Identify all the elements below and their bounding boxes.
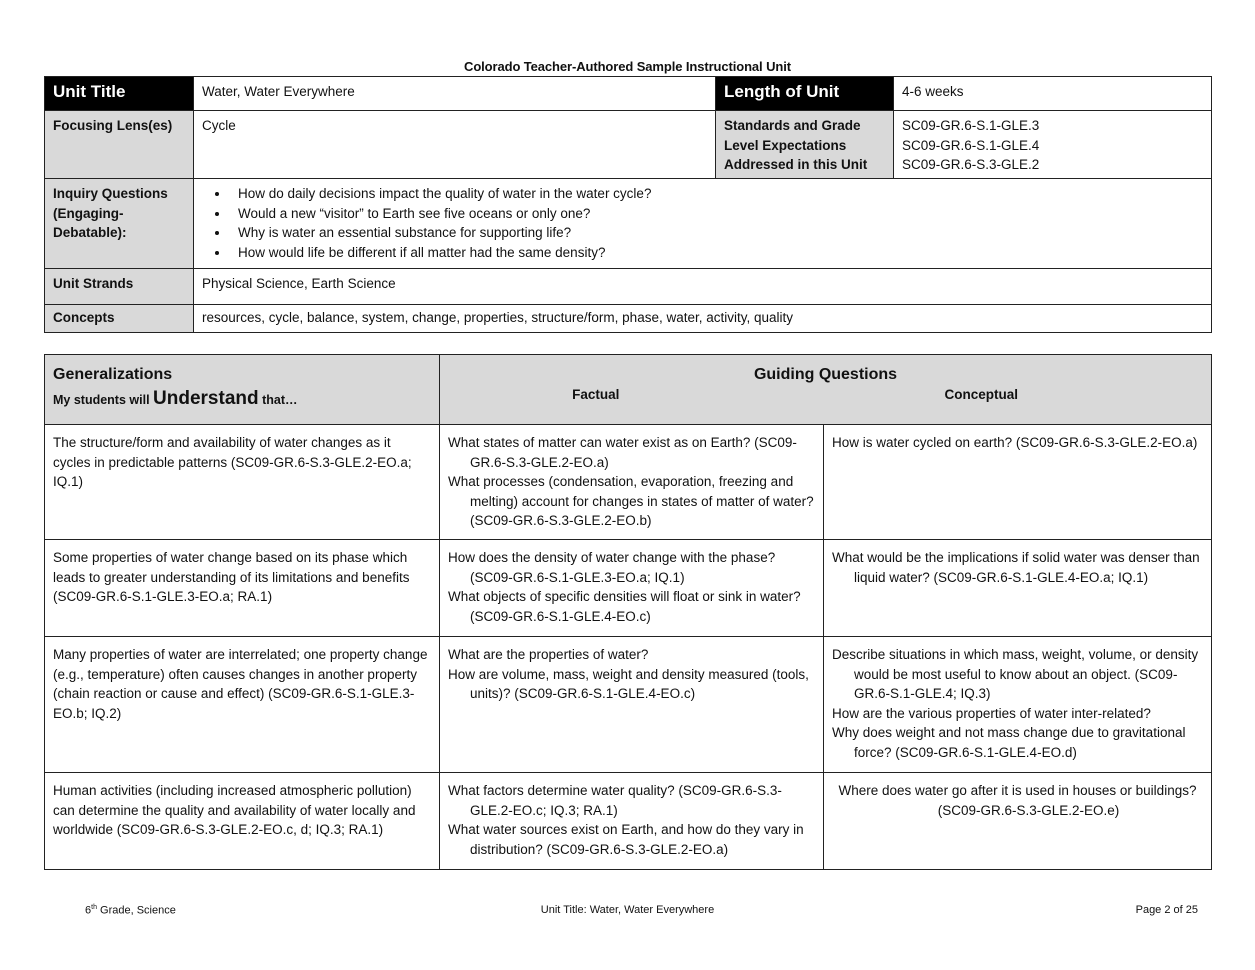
standards-value [894, 111, 1212, 179]
unit-strands-label: Unit Strands [45, 269, 194, 305]
generalization-cell: Some properties of water change based on its phase which leads to greater understanding of its limitations and benefits (SC09-GR.6-S.1-GLE.3-EO.a; RA.1) [45, 540, 440, 637]
unit-overview-table [44, 76, 1212, 333]
conceptual-question: How are the various properties of water inter-related? [832, 705, 1151, 721]
factual-cell [440, 540, 824, 637]
standards-label-line: Standards and Grade [724, 118, 861, 133]
conceptual-question: What would be the implications if solid water was denser than liquid water? (SC09-GR.6-S.1-GLE.4-EO.a; IQ.1) [832, 550, 1200, 585]
inquiry-question: • Would a new “visitor” to Earth see five oceans or only one? [230, 204, 1203, 224]
focusing-lens-value: Cycle [194, 111, 716, 179]
length-label: Length of Unit [716, 77, 894, 111]
inquiry-label-line: Debatable): [53, 225, 127, 240]
guiding-questions-header [440, 355, 1212, 425]
inquiry-questions-list [194, 179, 1212, 269]
factual-question: What are the properties of water? [448, 647, 649, 662]
table-row [45, 540, 1212, 637]
length-value: 4-6 weeks [894, 77, 1212, 111]
factual-question: What factors determine water quality? (SC09-GR.6-S.3-GLE.2-EO.c; IQ.3; RA.1) [448, 783, 782, 818]
guiding-questions-title: Guiding Questions [753, 366, 898, 383]
inquiry-label-line: Inquiry Questions [53, 186, 168, 201]
factual-header: Factual [572, 386, 620, 402]
generalizations-header [45, 355, 440, 425]
factual-question: What states of matter can water exist as on Earth? (SC09-GR.6-S.3-GLE.2-EO.a) [448, 435, 797, 470]
focusing-lens-label: Focusing Lens(es) [45, 111, 194, 179]
conceptual-question: How is water cycled on earth? (SC09-GR.6-S.3-GLE.2-EO.a) [832, 435, 1198, 450]
document-title: Colorado Teacher-Authored Sample Instructional Unit [464, 59, 791, 74]
table-row [45, 637, 1212, 773]
factual-question: What processes (condensation, evaporation, freezing and melting) account for changes in states of matter of water? (SC09-GR.6-S.3-GLE.2-EO.b) [448, 474, 814, 528]
standard-code: SC09-GR.6-S.1-GLE.3 [902, 118, 1040, 133]
factual-cell [440, 425, 824, 540]
inquiry-questions-label [45, 179, 194, 269]
subtitle-suffix: that… [262, 392, 298, 407]
concepts-value: resources, cycle, balance, system, change, properties, structure/form, phase, water, activity, quality [194, 305, 1212, 333]
conceptual-header: Conceptual [944, 386, 1019, 402]
unit-title-label: Unit Title [45, 77, 194, 111]
table-row [45, 773, 1212, 870]
generalization-cell: The structure/form and availability of water changes as it cycles in predictable patterns (SC09-GR.6-S.3-GLE.2-EO.a; IQ.1) [45, 425, 440, 540]
grade-number: 6 [85, 904, 92, 917]
generalization-cell: Human activities (including increased atmospheric pollution) can determine the quality and availability of water locally and worldwide (SC09-GR.6-S.3-GLE.2-EO.c, d; IQ.3; RA.1) [45, 773, 440, 870]
factual-cell [440, 637, 824, 773]
concepts-label: Concepts [45, 305, 194, 333]
subtitle-prefix: My students will [53, 392, 150, 407]
standards-label-line: Addressed in this Unit [724, 157, 868, 172]
factual-question: How are volume, mass, weight and density measured (tools, units)? (SC09-GR.6-S.1-GLE.4-EO.c) [448, 666, 809, 701]
inquiry-question: • How do daily decisions impact the quality of water in the water cycle? [230, 184, 1203, 204]
standards-label-line: Level Expectations [724, 137, 847, 153]
conceptual-question: Describe situations in which mass, weight, volume, or density would be most useful to know about an object. (SC09-GR.6-S.1-GLE.4; IQ.3) [832, 647, 1199, 701]
inquiry-label-line: (Engaging- [53, 205, 124, 221]
factual-cell [440, 773, 824, 870]
generalization-cell: Many properties of water are interrelated; one property change (e.g., temperature) often causes changes in another property (chain reaction or cause and effect) (SC09-GR.6-S.1-GLE.3-EO.b; IQ.2) [45, 637, 440, 773]
inquiry-question: • Why is water an essential substance for supporting life? [230, 223, 1203, 243]
grade-subject: Grade, Science [96, 904, 176, 917]
inquiry-question: • How would life be different if all matter had the same density? [230, 243, 1203, 263]
standards-label [716, 111, 894, 179]
factual-question: What objects of specific densities will float or sink in water? (SC09-GR.6-S.1-GLE.4-EO.c) [448, 589, 801, 624]
footer-page-number: Page 2 of 25 [1135, 904, 1198, 916]
factual-question: How does the density of water change with the phase? (SC09-GR.6-S.1-GLE.3-EO.a; IQ.1) [448, 550, 776, 585]
standard-code: SC09-GR.6-S.1-GLE.4 [902, 137, 1040, 153]
subtitle-emphasis: Understand [153, 387, 259, 409]
standard-code: SC09-GR.6-S.3-GLE.2 [902, 157, 1040, 172]
conceptual-question: Why does weight and not mass change due to gravitational force? (SC09-GR.6-S.1-GLE.4-EO.d) [832, 725, 1186, 760]
generalizations-table [44, 354, 1212, 870]
unit-strands-value: Physical Science, Earth Science [194, 269, 1212, 305]
generalizations-title: Generalizations [53, 366, 173, 383]
conceptual-cell [824, 773, 1212, 870]
conceptual-cell [824, 540, 1212, 637]
table-row [45, 425, 1212, 540]
footer-unit-title: Unit Title: Water, Water Everywhere [540, 904, 715, 916]
grade-suffix: th [91, 904, 97, 911]
unit-title-value: Water, Water Everywhere [194, 77, 716, 111]
conceptual-cell [824, 425, 1212, 540]
conceptual-question: Where does water go after it is used in houses or buildings? (SC09-GR.6-S.3-GLE.2-EO.e) [838, 783, 1197, 818]
factual-question: What water sources exist on Earth, and how do they vary in distribution? (SC09-GR.6-S.3-GLE.2-EO.a) [448, 822, 804, 857]
conceptual-cell [824, 637, 1212, 773]
generalizations-subtitle [53, 389, 431, 411]
